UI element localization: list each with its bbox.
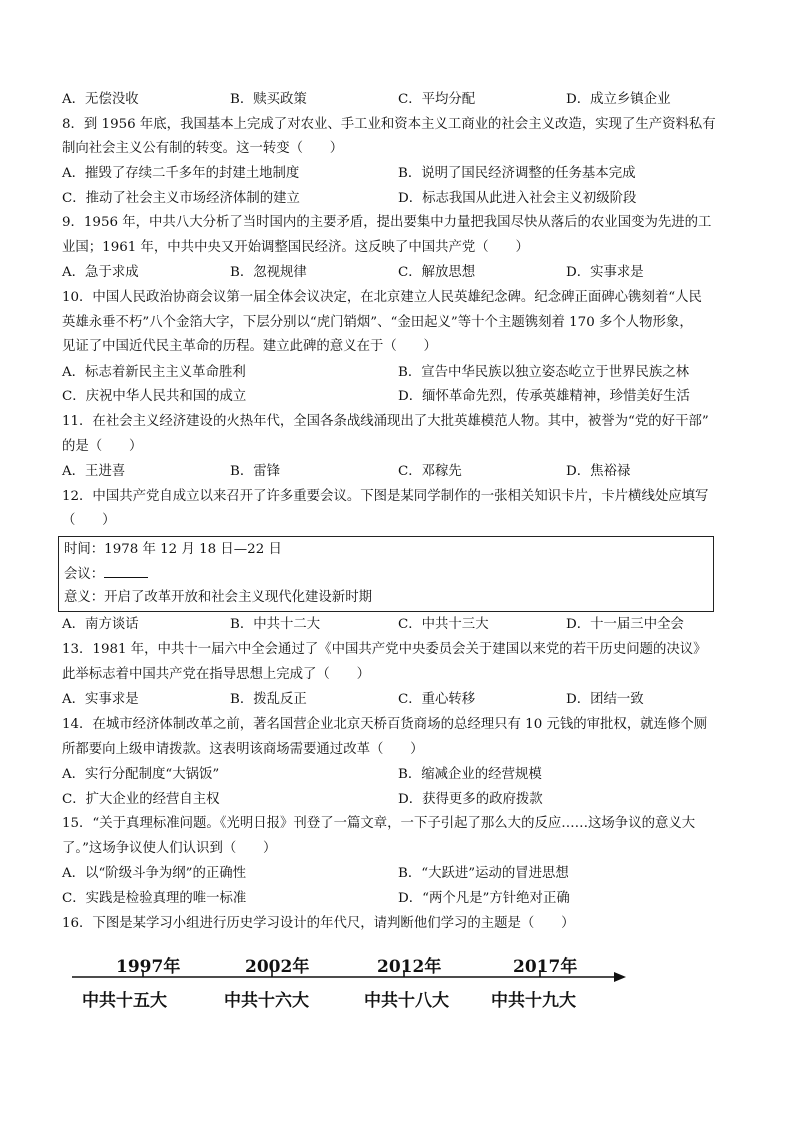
- q15-option-d[interactable]: D．“两个凡是”方针绝对正确: [398, 891, 570, 906]
- q11-option-a[interactable]: A．王进喜: [62, 464, 126, 479]
- q15-stem-line-1: 15．“关于真理标准问题。《光明日报》刊登了一篇文章，一下子引起了那么大的反应……这场争议的意义大: [62, 816, 696, 831]
- q15-options-row-1: [62, 863, 738, 885]
- timeline-ruler: [66, 948, 636, 1018]
- q14-option-b[interactable]: B．缩减企业的经营规模: [398, 767, 542, 782]
- q8-stem-line-2: 制向社会主义公有制的转变。这一转变（ ）: [62, 141, 344, 156]
- timeline-label: 中共十九大: [491, 991, 576, 1011]
- q15-options-row-2: [62, 888, 738, 910]
- q12-option-c[interactable]: C．中共十三大: [398, 617, 489, 632]
- q10-option-c[interactable]: C．庆祝中华人民共和国的成立: [62, 389, 247, 404]
- q7-option-b[interactable]: B．赎买政策: [230, 92, 307, 107]
- q11-stem-line-2: 的是（ ）: [62, 439, 143, 454]
- q9-stem-line-2: 业国；1961 年，中共中央又开始调整国民经济。这反映了中国共产党（ ）: [62, 240, 529, 255]
- q11-stem-line-1: 11．在社会主义经济建设的火热年代，全国各条战线涌现出了大批英雄模范人物。其中，被誉为“党的好干部”: [62, 414, 709, 429]
- q7-option-d[interactable]: D．成立乡镇企业: [566, 92, 671, 107]
- q13-stem-line-2: 此举标志着中国共产党在指导思想上完成了（ ）: [62, 667, 370, 682]
- knowledge-card: [58, 536, 714, 612]
- q9-stem-line-1: 9．1956 年，中共八大分析了当时国内的主要矛盾，提出要集中力量把我国尽快从落后的农业国变为先进的工: [62, 215, 712, 230]
- q13-option-d[interactable]: D．团结一致: [566, 692, 644, 707]
- q12-stem-line-2: （ ）: [62, 513, 116, 528]
- q10-option-b[interactable]: B．宣告中华民族以独立姿态屹立于世界民族之林: [398, 365, 690, 380]
- timeline-arrow-icon: [614, 972, 626, 982]
- q15-option-c[interactable]: C．实践是检验真理的唯一标准: [62, 891, 247, 906]
- q15-stem-line-2: 了。”这场争议使人们认识到（ ）: [62, 841, 277, 856]
- card-time: 时间：1978 年 12 月 18 日—22 日: [64, 542, 282, 557]
- q8-stem-line-1: 8．到 1956 年底，我国基本上完成了对农业、手工业和资本主义工商业的社会主义改造，实现了生产资料私有: [62, 117, 716, 132]
- q12-options: [62, 614, 738, 636]
- q15-option-a[interactable]: A．以“阶级斗争为纲”的正确性: [62, 866, 247, 881]
- q14-stem-line-1: 14．在城市经济体制改革之前，著名国营企业北京天桥百货商场的总经理只有 10 元钱的审批权，就连修个厕: [62, 717, 708, 732]
- q13-option-b[interactable]: B．拨乱反正: [230, 692, 307, 707]
- q15-option-b[interactable]: B．“大跃进”运动的冒进思想: [398, 866, 569, 881]
- timeline-year: 2002年: [245, 957, 310, 977]
- q11-option-c[interactable]: C．邓稼先: [398, 464, 462, 479]
- q7-option-c[interactable]: C．平均分配: [398, 92, 476, 107]
- q10-stem-line-1: 10．中国人民政治协商会议第一届全体会议决定，在北京建立人民英雄纪念碑。纪念碑正面碑心镌刻着“人民: [62, 290, 702, 305]
- card-meaning: 意义：开启了改革开放和社会主义现代化建设新时期: [64, 590, 372, 605]
- q16-stem-line-1: 16．下图是某学习小组进行历史学习设计的年代尺，请判断他们学习的主题是（ ）: [62, 916, 575, 931]
- q8-options-row-1: [62, 163, 738, 185]
- q8-option-c[interactable]: C．推动了社会主义市场经济体制的建立: [62, 191, 300, 206]
- q9-option-b[interactable]: B．忽视规律: [230, 265, 307, 280]
- q7-options: [62, 89, 738, 111]
- q8-option-a[interactable]: A．摧毁了存续二千多年的封建土地制度: [62, 166, 300, 181]
- q9-options: [62, 262, 738, 284]
- timeline-year: 2012年: [377, 957, 442, 977]
- q12-option-a[interactable]: A．南方谈话: [62, 617, 139, 632]
- q13-option-c[interactable]: C．重心转移: [398, 692, 476, 707]
- q9-option-d[interactable]: D．实事求是: [566, 265, 644, 280]
- q14-options-row-2: [62, 789, 738, 811]
- q8-options-row-2: [62, 188, 738, 210]
- q9-option-c[interactable]: C．解放思想: [398, 265, 476, 280]
- q10-options-row-2: [62, 386, 738, 408]
- q10-options-row-1: [62, 362, 738, 384]
- q11-option-d[interactable]: D．焦裕禄: [566, 464, 631, 479]
- timeline-year: 1997年: [116, 957, 181, 977]
- q11-options: [62, 461, 738, 483]
- q10-stem-line-2: 英雄永垂不朽”八个金箔大字，下层分别以“虎门销烟”、“金田起义”等十个主题镌刻着 170 多个人物形象，: [62, 315, 693, 330]
- q10-option-a[interactable]: A．标志着新民主主义革命胜利: [62, 365, 246, 380]
- q14-stem-line-2: 所都要向上级申请拨款。这表明该商场需要通过改革（ ）: [62, 742, 424, 757]
- q14-option-a[interactable]: A．实行分配制度“大锅饭”: [62, 767, 220, 782]
- q7-option-a[interactable]: A．无偿没收: [62, 92, 139, 107]
- q11-option-b[interactable]: B．雷锋: [230, 464, 281, 479]
- card-meeting: [64, 563, 148, 585]
- q13-option-a[interactable]: A．实事求是: [62, 692, 139, 707]
- q14-option-c[interactable]: C．扩大企业的经营自主权: [62, 792, 220, 807]
- q12-option-b[interactable]: B．中共十二大: [230, 617, 321, 632]
- card-meeting-label: 会议：: [64, 567, 105, 582]
- q12-stem-line-1: 12．中国共产党自成立以来召开了许多重要会议。下图是某同学制作的一张相关知识卡片，卡片横线处应填写: [62, 489, 709, 504]
- q14-options-row-1: [62, 764, 738, 786]
- q12-option-d[interactable]: D．十一届三中全会: [566, 617, 684, 632]
- q13-stem-line-1: 13．1981 年，中共十一届六中全会通过了《中国共产党中央委员会关于建国以来党的若干历史问题的决议》: [62, 642, 707, 657]
- q8-option-b[interactable]: B．说明了国民经济调整的任务基本完成: [398, 166, 636, 181]
- timeline-label: 中共十六大: [224, 991, 309, 1011]
- q10-stem-line-3: 见证了中国近代民主革命的历程。建立此碑的意义在于（ ）: [62, 339, 437, 354]
- q9-option-a[interactable]: A．急于求成: [62, 265, 139, 280]
- timeline-label: 中共十五大: [82, 991, 167, 1011]
- timeline-label: 中共十八大: [364, 991, 449, 1011]
- q10-option-d[interactable]: D．缅怀革命先烈，传承英雄精神，珍惜美好生活: [398, 389, 690, 404]
- q14-option-d[interactable]: D．获得更多的政府拨款: [398, 792, 543, 807]
- q13-options: [62, 689, 738, 711]
- timeline-year: 2017年: [513, 957, 578, 977]
- q8-option-d[interactable]: D．标志我国从此进入社会主义初级阶段: [398, 191, 637, 206]
- card-blank-line: [104, 563, 148, 578]
